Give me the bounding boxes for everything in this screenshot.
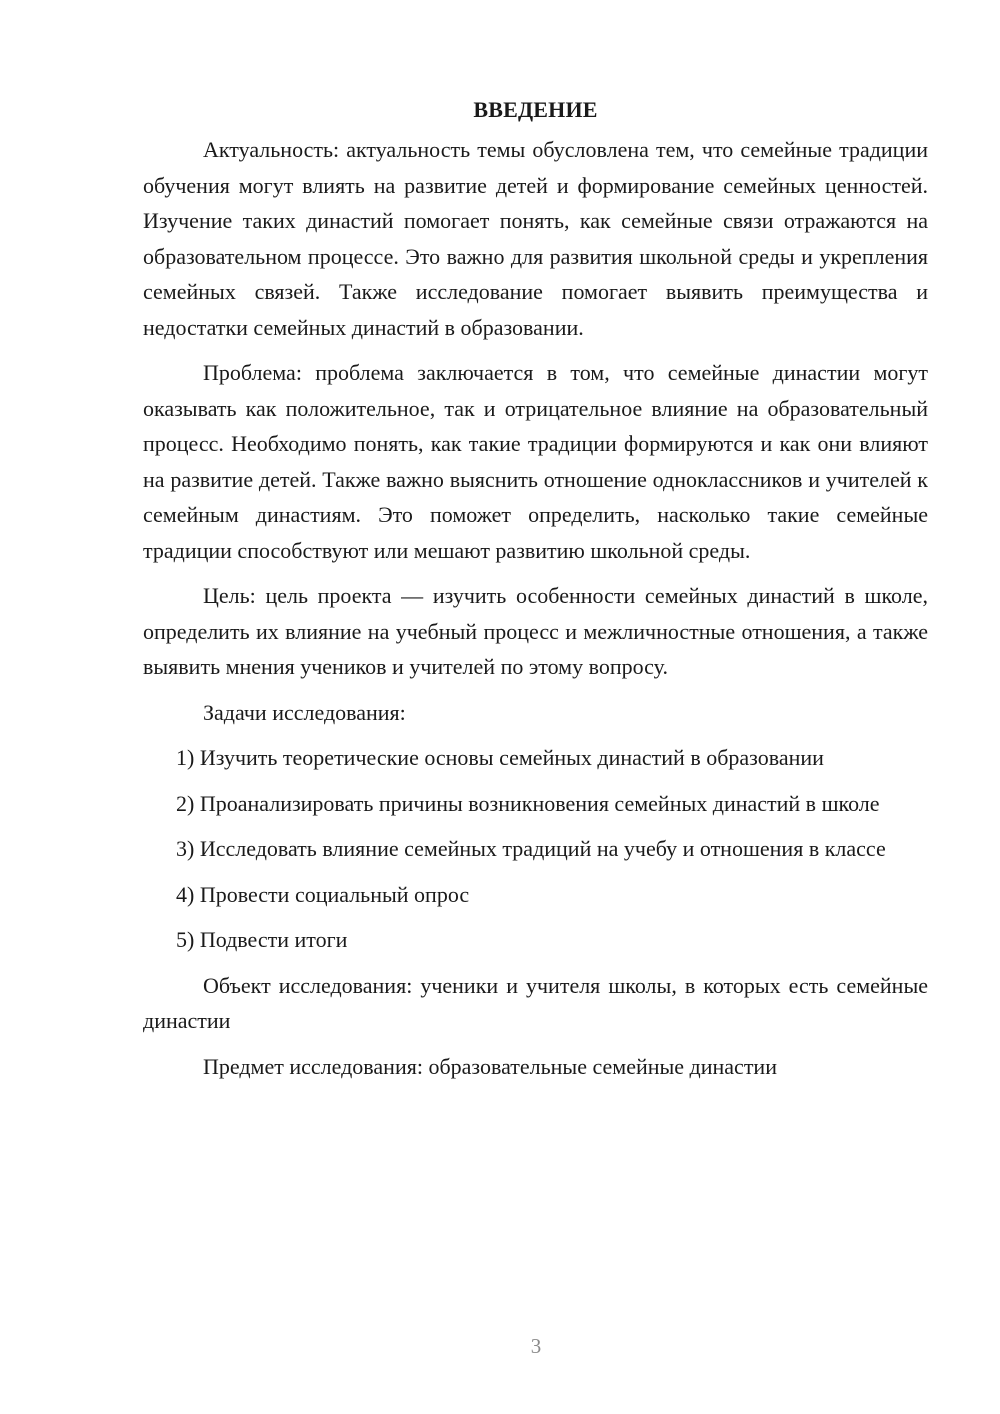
page-number: 3	[530, 1334, 542, 1358]
task-item-1: 1) Изучить теоретические основы семейных династий в образовании	[176, 745, 824, 770]
object-paragraph: Объект исследования: ученики и учителя школы, в которых есть семейные династии	[143, 972, 928, 1033]
section-title: ВВЕДЕНИЕ	[473, 97, 598, 122]
goal-paragraph: Цель: цель проекта — изучить особенности семейных династий в школе, определить их влияние на учебный процесс и межличностные отношения, а также выявить мнения учеников и учителей по этому вопросу.	[143, 583, 928, 679]
task-item-4: 4) Провести социальный опрос	[176, 881, 470, 907]
task-item-3: 3) Исследовать влияние семейных традиций на учебу и отношения в классе	[176, 836, 886, 861]
task-item-2: 2) Проанализировать причины возникновения семейных династий в школе	[176, 790, 880, 816]
task-item-5: 5) Подвести итоги	[176, 927, 348, 952]
tasks-heading: Задачи исследования:	[203, 699, 406, 725]
subject-paragraph: Предмет исследования: образовательные семейные династии	[203, 1053, 777, 1079]
document-page	[143, 92, 928, 1094]
relevance-paragraph: Актуальность: актуальность темы обусловлена тем, что семейные традиции обучения могут влиять на развитие детей и формирование семейных ценностей. Изучение таких династий помогает понять, как семейные связи отражаются на образовательном процессе. Это важно для развития школьной среды и укрепления семейных связей. Также исследование помогает выявить преимущества и недостатки семейных династий в образовании.	[143, 137, 928, 340]
problem-paragraph: Проблема: проблема заключается в том, что семейные династии могут оказывать как положительное, так и отрицательное влияние на образовательный процесс. Необходимо понять, как такие традиции формируются и как они влияют на развитие детей. Также важно выяснить отношение одноклассников и учителей к семейным династиям. Это поможет определить, насколько такие семейные традиции способствуют или мешают развитию школьной среды.	[143, 360, 928, 563]
